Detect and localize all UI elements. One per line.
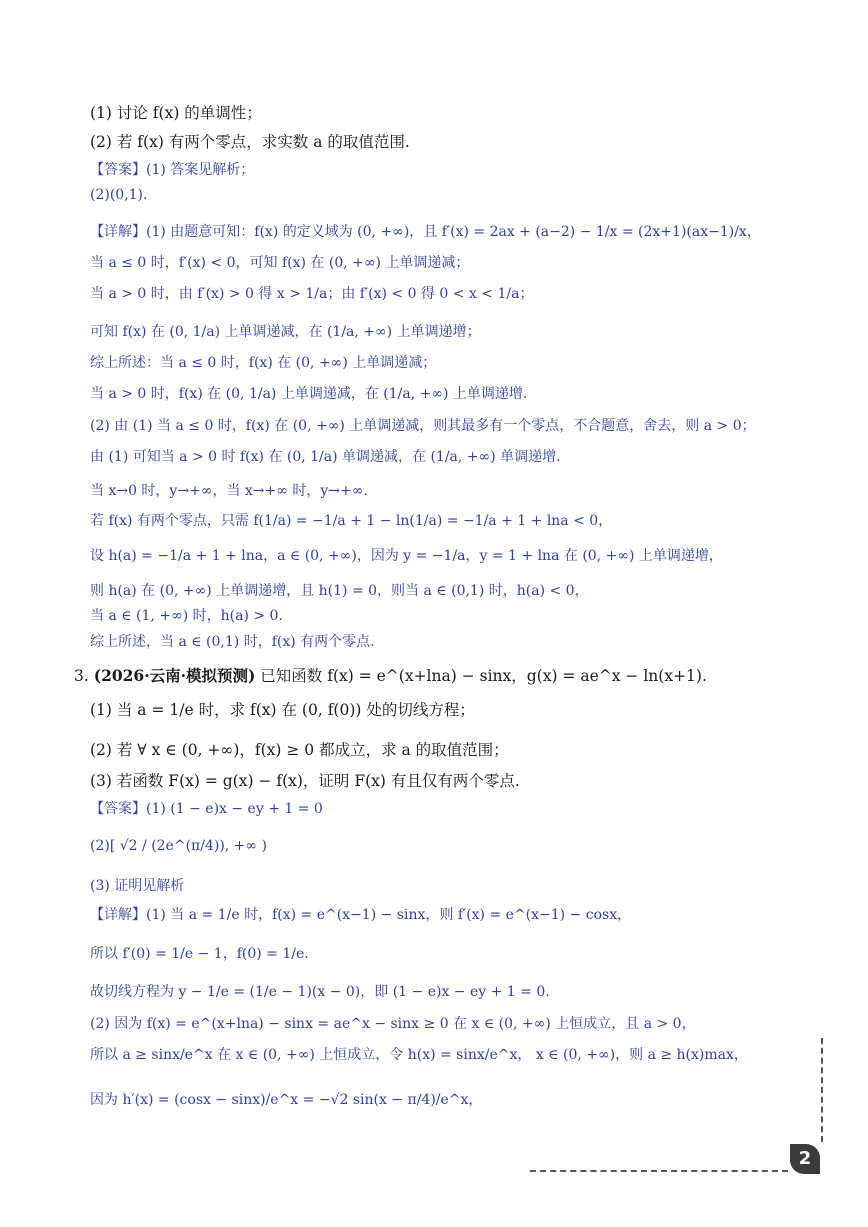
text-line: (2) 若 f(x) 有两个零点，求实数 a 的取值范围. xyxy=(90,133,410,151)
text-line: 故切线方程为 y − 1/e = (1/e − 1)(x − 0)，即 (1 − e)x − ey + 1 = 0. xyxy=(90,984,550,1000)
text-line: (2) 若 ∀ x ∈ (0, +∞)，f(x) ≥ 0 都成立，求 a 的取值范围； xyxy=(90,741,509,759)
text-line: 由 (1) 可知当 a > 0 时 f(x) 在 (0, 1/a) 单调递减，在 (1/a, +∞) 单调递增. xyxy=(90,449,561,465)
text-line: 所以 f′(0) = 1/e − 1，f(0) = 1/e. xyxy=(90,946,309,962)
text-line: 【详解】(1) 当 a = 1/e 时，f(x) = e^(x−1) − sinx，则 f′(x) = e^(x−1) − cosx， xyxy=(90,907,632,923)
text-line: 综上所述：当 a ≤ 0 时，f(x) 在 (0, +∞) 上单调递减； xyxy=(90,355,437,371)
text-line: (1) 当 a = 1/e 时，求 f(x) 在 (0, f(0)) 处的切线方程； xyxy=(90,701,475,719)
problem-3-title xyxy=(74,666,828,686)
text-line: 因为 h′(x) = (cosx − sinx)/e^x = −√2 sin(x − π/4)/e^x， xyxy=(90,1092,483,1108)
text-line: 当 x→0 时，y→+∞，当 x→+∞ 时，y→+∞. xyxy=(90,483,368,499)
problem-statement: 已知函数 f(x) = e^(x+lna) − sinx，g(x) = ae^x − ln(x+1). xyxy=(260,667,707,685)
text-line: 当 a ≤ 0 时，f′(x) < 0，可知 f(x) 在 (0, +∞) 上单调递减； xyxy=(90,255,470,271)
text-line: 【答案】(1) 答案见解析； xyxy=(90,162,255,178)
problem-number: 3. xyxy=(74,667,89,685)
text-line: 可知 f(x) 在 (0, 1/a) 上单调递减，在 (1/a, +∞) 上单调递增； xyxy=(90,324,481,340)
text-line: 若 f(x) 有两个零点，只需 f(1/a) = −1/a + 1 − ln(1/a) = −1/a + 1 + lna < 0， xyxy=(90,513,613,529)
text-line: (1) 讨论 f(x) 的单调性； xyxy=(90,104,262,122)
text-line: 当 a > 0 时，f(x) 在 (0, 1/a) 上单调递减，在 (1/a, +∞) 上单调递增. xyxy=(90,386,528,402)
page-footer-dashed-line xyxy=(530,1170,788,1172)
page-number: 2 xyxy=(790,1144,820,1174)
text-line: 【详解】(1) 由题意可知：f(x) 的定义域为 (0, +∞)，且 f′(x) = 2ax + (a−2) − 1/x = (2x+1)(ax−1)/x， xyxy=(90,224,761,240)
text-line: 则 h(a) 在 (0, +∞) 上单调递增，且 h(1) = 0，则当 a ∈ (0,1) 时，h(a) < 0， xyxy=(90,583,589,599)
text-line: 当 a > 0 时，由 f′(x) > 0 得 x > 1/a；由 f′(x) < 0 得 0 < x < 1/a； xyxy=(90,286,534,302)
text-line: (2)[ √2 / (2e^(π/4)), +∞ ) xyxy=(90,838,267,854)
text-line: 设 h(a) = −1/a + 1 + lna，a ∈ (0, +∞)，因为 y = −1/a，y = 1 + lna 在 (0, +∞) 上单调递增， xyxy=(90,548,723,564)
text-line: 【答案】(1) (1 − e)x − ey + 1 = 0 xyxy=(90,801,323,817)
text-line: 所以 a ≥ sinx/e^x 在 x ∈ (0, +∞) 上恒成立，令 h(x) = sinx/e^x， x ∈ (0, +∞)，则 a ≥ h(x)max， xyxy=(90,1047,748,1063)
text-line: 综上所述，当 a ∈ (0,1) 时，f(x) 有两个零点. xyxy=(90,634,375,650)
page-margin-dashed-line xyxy=(821,1038,823,1142)
problem-source: (2026·云南·模拟预测) xyxy=(93,666,256,685)
text-line: (3) 证明见解析 xyxy=(90,878,185,894)
text-line: (3) 若函数 F(x) = g(x) − f(x)，证明 F(x) 有且仅有两个零点. xyxy=(90,772,520,790)
text-line: (2)(0,1). xyxy=(90,187,148,203)
text-line: (2) 因为 f(x) = e^(x+lna) − sinx = ae^x − sinx ≥ 0 在 x ∈ (0, +∞) 上恒成立，且 a > 0， xyxy=(90,1016,696,1032)
text-line: (2) 由 (1) 当 a ≤ 0 时，f(x) 在 (0, +∞) 上单调递减，则其最多有一个零点，不合题意，舍去，则 a > 0； xyxy=(90,418,756,434)
text-line: 当 a ∈ (1, +∞) 时，h(a) > 0. xyxy=(90,608,283,624)
